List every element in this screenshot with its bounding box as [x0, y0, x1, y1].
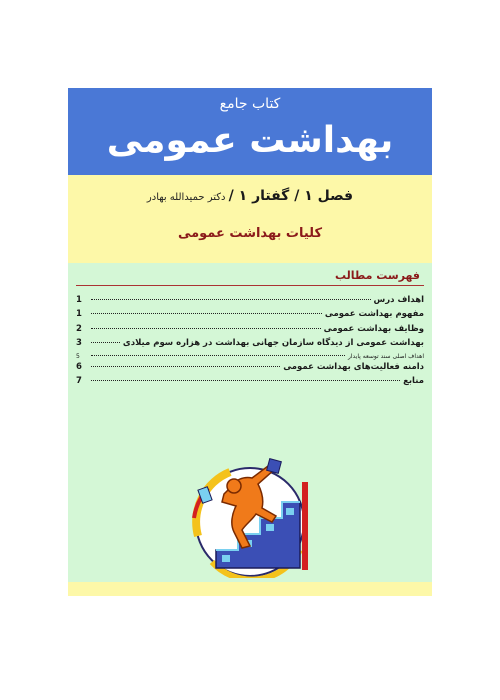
footer-band: [68, 582, 432, 596]
stair-window: [222, 555, 230, 562]
toc-entry-label: اهداف اصلی سند توسعه پایدار: [347, 352, 424, 360]
toc-entry-page: 5: [76, 352, 80, 360]
chapter-number: فصل ۱ / گفتار ۱ /: [228, 188, 354, 204]
toc-entry-label: بهداشت عمومی از دیدگاه سازمان جهانی بهداشت در هزاره سوم میلادی: [122, 338, 424, 349]
toc-entry-label: دامنه فعالیت‌های بهداشت عمومی: [283, 362, 424, 373]
toc-leader-dots: [91, 380, 400, 381]
toc-entry[interactable]: [76, 338, 424, 352]
book-title: بهداشت عمومی: [106, 120, 394, 161]
toc-panel: [68, 263, 432, 582]
figure-head: [227, 479, 241, 493]
toc-leader-dots: [91, 366, 280, 367]
toc-entry-page: 3: [76, 338, 82, 349]
red-bar: [302, 482, 308, 570]
toc-entry[interactable]: [76, 376, 424, 390]
stair-window: [266, 524, 274, 531]
toc-entry-page: 6: [76, 362, 82, 373]
chapter-subtitle: کلیات بهداشت عمومی: [177, 226, 323, 241]
author-name: دکتر حمیدالله بهادر: [146, 192, 226, 203]
toc-entry-page: 1: [76, 295, 82, 305]
chapter-band: [68, 175, 432, 263]
toc-leader-dots: [91, 355, 345, 356]
title-band: [68, 88, 432, 175]
toc-entry-label: اهداف درس: [373, 295, 424, 305]
toc-list: [76, 295, 424, 391]
toc-entry-page: 2: [76, 323, 82, 334]
toc-leader-dots: [91, 342, 120, 343]
toc-entry[interactable]: [76, 362, 424, 376]
toc-entry-page: 7: [76, 376, 82, 387]
book-label: کتاب جامع: [219, 96, 281, 112]
toc-entry[interactable]: [76, 295, 424, 309]
stair-window: [286, 508, 294, 515]
toc-entry-label: منابع: [403, 376, 424, 387]
held-book: [267, 459, 282, 474]
toc-entry[interactable]: [76, 324, 424, 338]
chapter-line: [68, 188, 432, 204]
book-cover: [68, 88, 432, 596]
toc-subentry[interactable]: [76, 353, 424, 363]
toc-entry-page: 1: [76, 309, 82, 320]
climbing-stairs-figure-icon: [172, 458, 330, 578]
toc-entry[interactable]: [76, 309, 424, 323]
toc-leader-dots: [91, 299, 371, 300]
toc-title: فهرست مطالب: [334, 269, 420, 282]
toc-leader-dots: [91, 313, 322, 314]
toc-leader-dots: [91, 328, 321, 329]
toc-entry-label: وظایف بهداشت عمومی: [323, 323, 424, 334]
toc-entry-label: مفهوم بهداشت عمومی: [324, 309, 424, 320]
toc-divider: [76, 285, 424, 286]
